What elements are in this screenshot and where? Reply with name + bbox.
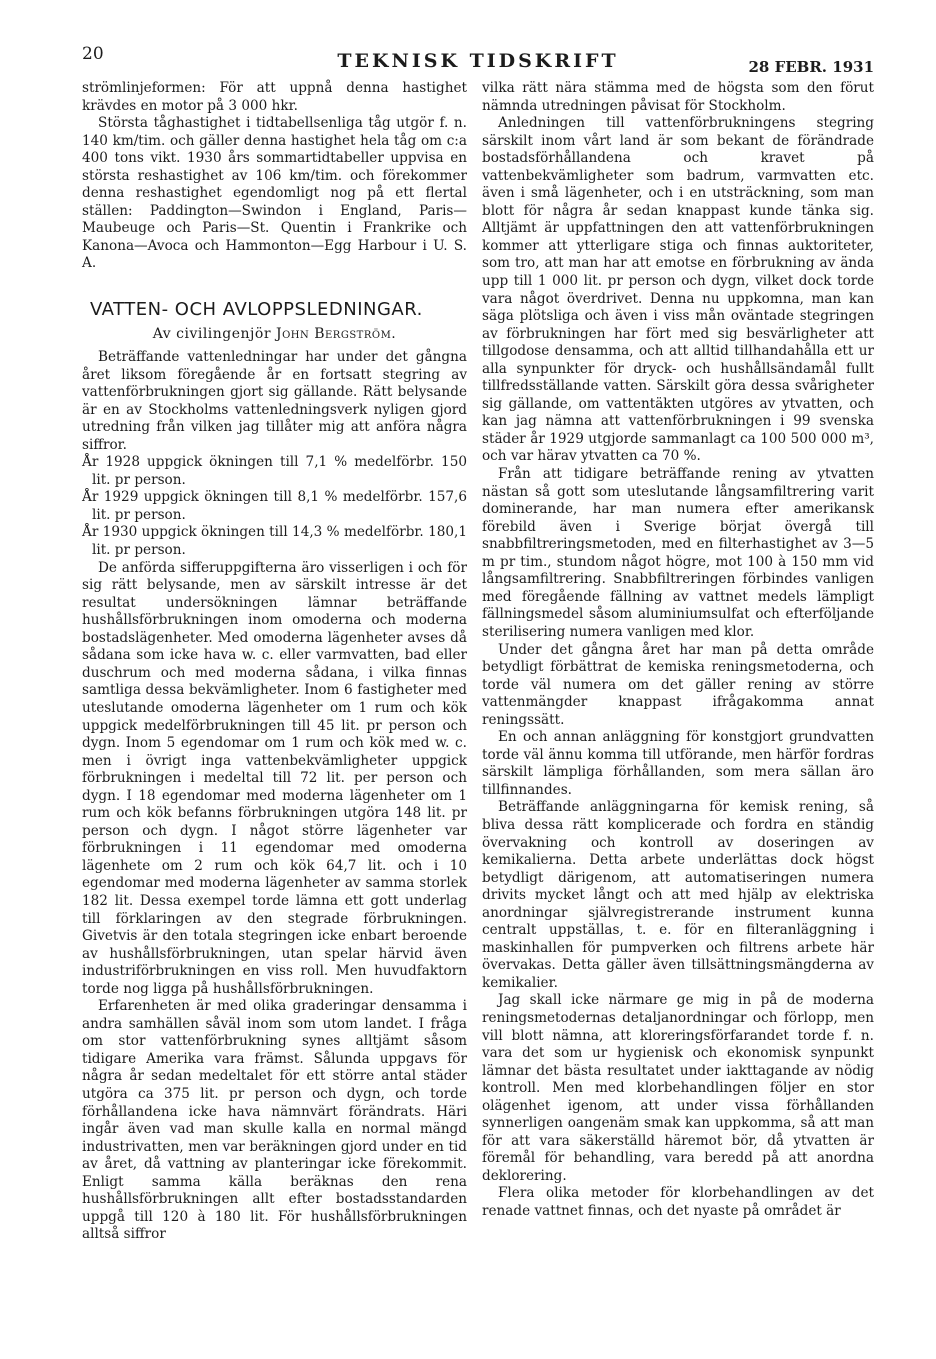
- paragraph: En och annan anläggning för konstgjort grundvatten torde väl ännu komma till utförande, men härför fordras särskilt lämpliga förhållanden, som mera sällan äro tillfinnandes.: [482, 729, 874, 798]
- author-name: John Bergström.: [275, 326, 397, 343]
- year-list-item: År 1929 uppgick ökningen till 8,1 % medelförbr. 157,6 lit. pr person.: [82, 489, 467, 523]
- section-title: VATTEN- OCH AVLOPPSLEDNINGAR.: [90, 299, 423, 321]
- paragraph: Erfarenheten är med olika graderingar densamma i andra samhällen såväl inom som utom landet. I fråga om stor vattenförbrukning synes alltjämt såsom tidigare Amerika vara främst. Sålunda uppgavs för några år sedan medeltalet för ett större antal städer utgöra ca 375 lit. pr person och dygn, och torde förhållandena icke hava nämnvärt förändrats. Häri ingår även vad man skulle kalla en normal mängd industrivatten, men var beräkningen gjord under en tid av året, då vattning av planteringar icke förekommit. Enligt samma källa beräknas den rena hushållsförbrukningen allt efter bostadsstandarden uppgå till 120 à 180 lit. För hushållsförbrukningen alltså siffror: [82, 998, 467, 1243]
- byline-prefix: Av civilingenjör: [152, 326, 276, 343]
- paragraph: vilka rätt nära stämma med de högsta som den förut nämnda utredningen påvisat för Stockholm.: [482, 80, 874, 114]
- paragraph: Från att tidigare beträffande rening av ytvatten nästan så gott som uteslutande långsamfiltrering varit dominerande, har man numera efter amerikansk förebild även i Sverige börjat övergå till snabbfiltreringsmetoden, med en filterhastighet av 3—5 m pr tim., stundom något högre, mot 100 à 150 mm vid långsamfiltrering. Snabbfiltreringen förbindes vanligen med föregående fällning av vattnet medels lämpligt fällningsmedel såsom aluminiumsulfat och efterföljande sterilisering numera vanligen med klor.: [482, 466, 874, 640]
- byline: [82, 325, 467, 343]
- paragraph: Jag skall icke närmare ge mig in på de moderna reningsmetodernas detaljanordningar och förlopp, men vill blott nämna, att kloreringsförfarandet torde f. n. vara det som ur hygienisk och ekonomisk synpunkt lämnar det bästa resultatet under iakttagande av nödig kontroll. Men med klorbehandlingen följer en stor olägenhet igenom, att under vissa förhållanden synnerligen oangenäm smak kan uppkomma, så att man för att vara säkerställd häremot bör, då ytvatten är föremål för behandling, vara beredd på att anordna deklorering.: [482, 992, 874, 1184]
- paragraph: Beträffande vattenledningar har under det gångna året liksom föregående år en fortsatt stegring av vattenförbrukningen gjort sig gällande. Rätt belysande är en av Stockholms vattenledningsverk nyligen gjord utredning från vilken jag tillåter mig att anföra några siffror.: [82, 349, 467, 453]
- paragraph: Anledningen till vattenförbrukningens stegring särskilt inom vårt land är som bekant de förändrade bostadsförhållandena och kravet på vattenbekvämligheter som badrum, varmvatten etc. även i små lägenheter, och i en utsträckning, som man blott för några år sedan knappast kunde tänka sig. Alltjämt är uppfattningen den att vattenförbrukningen kommer att ytterligare stiga och finnas auktoriteter, som tro, att man har att emotse en förbrukning av ända upp till 1 000 lit. pr person och dygn, vilket dock torde vara något överdrivet. Denna nu uppkomna, man kan säga plötsliga och även i viss mån oväntade stegringen av förbrukningen har fört med sig besvärligheter att tillgodose densamma, och att alltid tillhandahålla ett ur alla synpunkter för dryck- och hushållsändamål fullt tillfredsställande vatten. Särskilt göra dessa svårigheter sig gällande, om vattentäkten utgöres av ytvatten, och kan jag nämna att vattenförbrukningen i 99 svenska städer år 1929 utgjorde sammanlagt ca 100 500 000 m³, och var härav ytvatten ca 70 %.: [482, 115, 874, 465]
- paragraph: De anförda sifferuppgifterna äro visserligen i och för sig rätt belysande, men av särskilt intresse är det resultat undersökningen lämnar beträffande hushållsförbrukningen inom omoderna och moderna bostadslägenheter. Med omoderna lägenheter avses då sådana som icke hava w. c. eller varmvatten, bad eller duschrum och med moderna sådana, i vilka finnas samtliga dessa bekvämligheter. Inom 6 fastigheter med uteslutande omoderna lägenheter om 1 rum och kök uppgick medelförbrukningen till 45 lit. pr person och dygn. Inom 5 egendomar om 1 rum och kök med w. c. men i övrigt inga vattenbekvämligheter uppgick förbrukningen i medeltal till 72 lit. per person och dygn. I 18 egendomar med moderna lägenheter om 1 rum och kök befanns förbrukningen utgöra 148 lit. pr person och dygn. I något större lägenheter var förbrukningen i 11 egendomar med omoderna lägenhete om 2 rum och kök 64,7 lit. och i 10 egendomar med moderna lägenheter av samma storlek 182 lit. Dessa exempel torde lämna ett gott underlag till förklaringen av den stegrade förbrukningen. Givetvis är den totala stegringen icke enbart beroende av hushållsförbrukningen, utan spelar härvid även industriförbrukningen en viss roll. Men huvudfaktorn torde nog ligga på hushållsförbrukningen.: [82, 559, 467, 997]
- paragraph: Största tåghastighet i tidtabellsenliga tåg utgör f. n. 140 km/tim. och gäller denna hastighet hela tåg om c:a 400 tons vikt. 1930 års sommartidtabeller uppvisa en största reshastighet av 106 km/tim. och förekommer denna reshastighet egendomligt nog på ett flertal ställen: Paddington—Swindon i England, Paris—Maubeuge och Paris—St. Quentin i Frankrike och Kanona—Avoca och Hammonton—Egg Harbour i U. S. A.: [82, 115, 467, 272]
- year-list-item: År 1928 uppgick ökningen till 7,1 % medelförbr. 150 lit. pr person.: [82, 454, 467, 488]
- paragraph: Under det gångna året har man på detta område betydligt förbättrat de kemiska reningsmetoderna, och torde väl numera om det gäller rening av större vattenmängder knappast ifrågakomma annat reningssätt.: [482, 641, 874, 728]
- journal-title: TEKNISK TIDSKRIFT: [337, 50, 619, 72]
- paragraph: strömlinjeformen: För att uppnå denna hastighet krävdes en motor på 3 000 hkr.: [82, 80, 467, 114]
- left-column: [82, 80, 467, 1244]
- right-column: [482, 80, 874, 1221]
- paragraph: Beträffande anläggningarna för kemisk rening, så bliva dessa rätt komplicerade och fordra en ständig övervakning och kontroll av doseringen av kemikalierna. Detta arbete underlättas dock högst betydligt därigenom, att automatiseringen numera drivits mycket långt och att med hjälp av elektriska anordningar självregistrerande instrument kunna centralt uppställas, t. e. för en filteranläggning i maskinhallen för pumpverken och filtrens arbete här övervakas. Detta gäller även tillsättningsmängderna av kemikalier.: [482, 799, 874, 991]
- issue-date: 28 FEBR. 1931: [748, 58, 874, 76]
- year-list-item: År 1930 uppgick ökningen till 14,3 % medelförbr. 180,1 lit. pr person.: [82, 524, 467, 559]
- page-number: 20: [82, 44, 104, 64]
- paragraph: Flera olika metoder för klorbehandlingen av det renade vattnet finnas, och det nyaste på området är: [482, 1185, 874, 1219]
- page-header: [82, 40, 874, 80]
